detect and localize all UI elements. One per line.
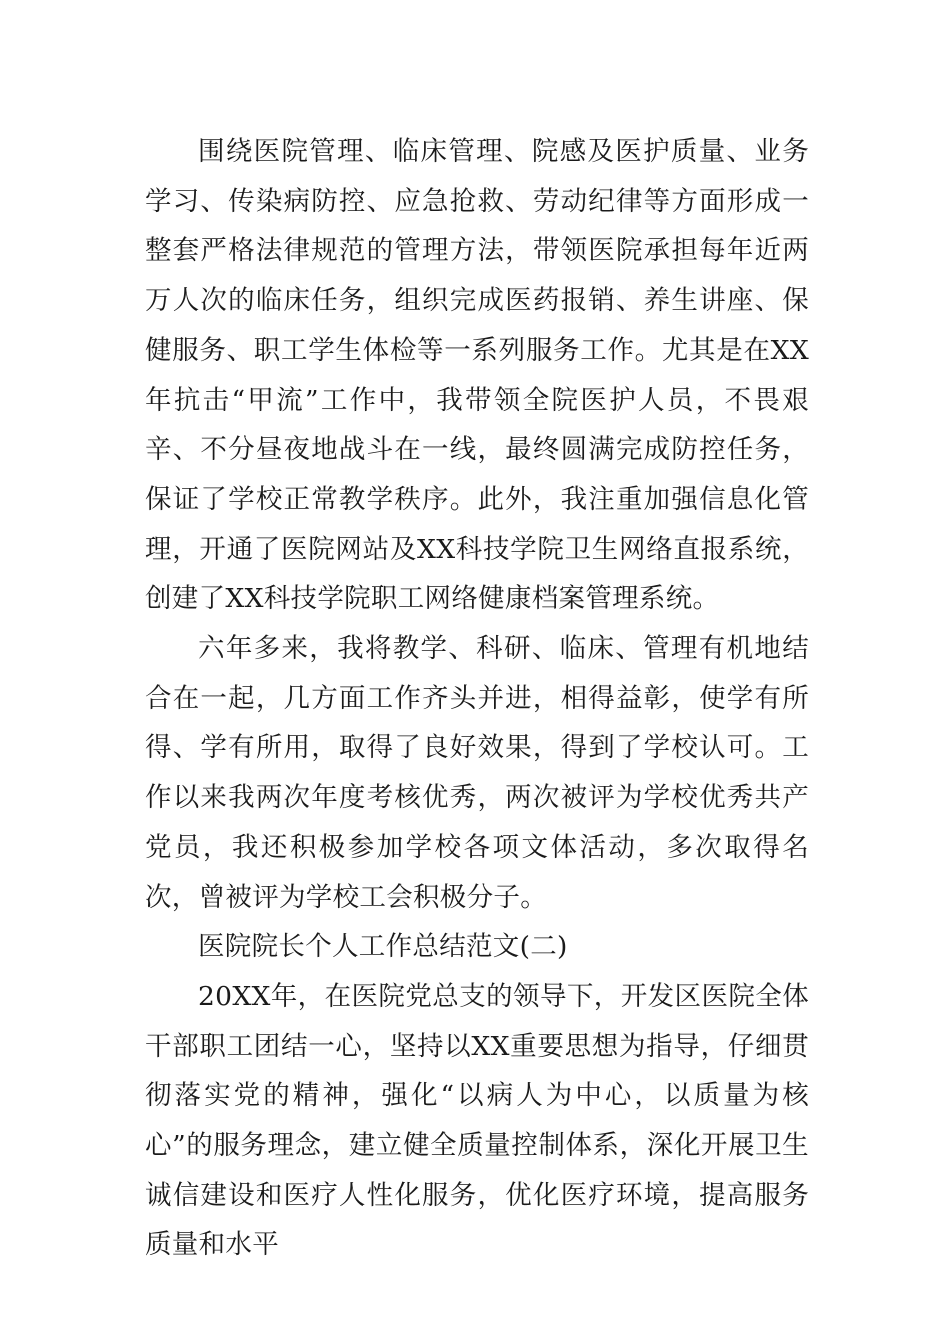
paragraph-section-two: 20XX年，在医院党总支的领导下，开发区医院全体干部职工团结一心，坚持以XX重要思想为指导，仔细贯彻落实党的精神，强化“以病人为中心，以质量为核心”的服务理念，建立健全质量控制体系，深化开展卫生诚信建设和医疗人性化服务，优化医疗环境，提高服务质量和水平 [145, 980, 809, 1261]
paragraph-hospital-management: 围绕医院管理、临床管理、院感及医护质量、业务学习、传染病防控、应急抢救、劳动纪律等方面形成一整套严格法律规范的管理方法，带领医院承担每年近两万人次的临床任务，组织完成医药报销、养生讲座、保健服务、职工学生体检等一系列服务工作。尤其是在XX年抗击“甲流”工作中，我带领全院医护人员，不畏艰辛、不分昼夜地战斗在一线，最终圆满完成防控任务，保证了学校正常教学秩序。此外，我注重加强信息化管理，开通了医院网站及XX科技学院卫生网络直报系统，创建了XX科技学院职工网络健康档案管理系统。 [145, 136, 809, 615]
section-heading: 医院院长个人工作总结范文(二) [198, 931, 568, 963]
document-body [145, 127, 809, 1270]
paragraph-six-years-summary: 六年多来，我将教学、科研、临床、管理有机地结合在一起，几方面工作齐头并进，相得益彰，使学有所得、学有所用，取得了良好效果，得到了学校认可。工作以来我两次年度考核优秀，两次被评为学校优秀共产党员，我还积极参加学校各项文体活动，多次取得名次，曾被评为学校工会积极分子。 [145, 633, 809, 913]
